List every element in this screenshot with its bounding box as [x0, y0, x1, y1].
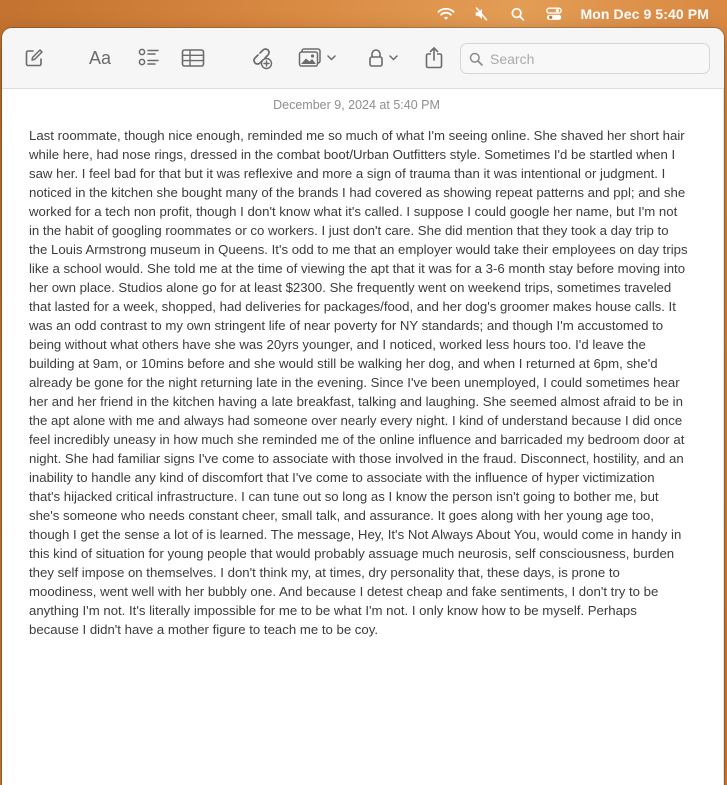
- table-icon: [181, 48, 205, 68]
- spotlight-search-icon[interactable]: [508, 5, 528, 23]
- control-center-icon[interactable]: [544, 5, 564, 23]
- table-button[interactable]: [181, 46, 205, 70]
- share-icon: [424, 46, 444, 70]
- wifi-icon[interactable]: [436, 5, 456, 23]
- menu-bar: [0, 0, 727, 28]
- notes-toolbar: [2, 28, 724, 89]
- mute-icon[interactable]: [472, 5, 492, 23]
- media-button[interactable]: [298, 46, 336, 70]
- format-icon: Aa: [89, 47, 112, 68]
- checklist-icon: [137, 47, 161, 69]
- share-button[interactable]: [424, 46, 444, 70]
- link-icon: [248, 46, 274, 70]
- scroll-track: [723, 89, 724, 785]
- search-icon: [469, 52, 483, 66]
- link-button[interactable]: [248, 46, 274, 70]
- compose-icon: [23, 47, 45, 69]
- lock-button[interactable]: [368, 46, 398, 70]
- format-button[interactable]: [89, 46, 111, 70]
- lock-icon: [368, 48, 384, 68]
- note-timestamp: December 9, 2024 at 5:40 PM: [273, 98, 440, 112]
- note-editor[interactable]: [2, 97, 724, 639]
- chevron-down-icon: [389, 55, 398, 61]
- chevron-down-icon: [327, 55, 336, 61]
- menu-bar-clock[interactable]: Mon Dec 9 5:40 PM: [580, 6, 709, 22]
- note-body-text[interactable]: Last roommate, though nice enough, reminded me so much of what I'm seeing online. She shaved her short hair while here, had nose rings, dressed in the combat boot/Urban Outfitters style. Sometimes I'd be startled when I saw her. I feel bad for that but it was reflexive and more a sign of trauma than it was intentional or judgment. I noticed in the kitchen she bought many of the brands I had covered as showing repeat patterns and ppl; and she worked for a tech non profit, though I don't know what it's called. I suppose I could google her name, but I'm not in the habit of googling roommates or co workers. I just don't care. She did mention that they took a day trip to the Louis Armstrong museum in Queens. It's odd to me that an employer would take their employees on day trips like a school would. She told me at the time of viewing the apt that it was for a 3-6 month stay before moving into her own place. Studios alone go for at least $2300. She frequently went on weekend trips, sometimes traveled that lasted for a week, shopped, had deliveries for packages/food, and her dog's groomer makes house calls. It was an odd contrast to my own stringent life of near poverty for NY standards; and though I'm accustomed to being without what others have she was 20yrs younger, and I noticed, worked less hours too. I'd leave the building at 9am, or 10mins before and she would still be walking her dog, and when I returned at 6pm, she'd already be gone for the night returning late in the evening. Since I've been unemployed, I could sometimes hear her and her friend in the kitchen having a late breakfast, talking and laughing. She seemed almost afraid to be in the apt alone with me and always had someone over nearly every night. I kind of understand because I did once feel incredibly uneasy in how much she reminded me of the online influence and barricaded my bedroom door at night. She had familiar signs I've come to associate with those involved in the fraud. Disconnect, hostility, and an inability to handle any kind of discomfort that I've come to associate with the influence of hyper victimization that's hijacked critical infrastructure. I can tune out so long as I know the person isn't going to bother me, but she's someone who needs constant cheer, small talk, and assurance. It goes along with her young age too, though I get the sense a lot of is learned. The message, Hey, It's Not Always About You, would come in handy in this kind of situation for young people that would probably assuage much neurosis, self consciousness, burden they self impose on themselves. I don't think my, at times, dry personality that, these days, is prone to moodiness, went well with her bubbly one. And because I detest cheap and fake sentiments, I don't try to be anything I'm not. It's literally impossible for me to be what I'm not. I only know how to be myself. Perhaps because I didn't have a mother figure to teach me to be coy.: [29, 128, 692, 637]
- search-input[interactable]: [490, 51, 690, 67]
- checklist-button[interactable]: [137, 46, 161, 70]
- compose-button[interactable]: [23, 46, 45, 70]
- media-icon: [298, 47, 322, 69]
- search-field[interactable]: [460, 43, 710, 74]
- notes-window: [2, 28, 724, 785]
